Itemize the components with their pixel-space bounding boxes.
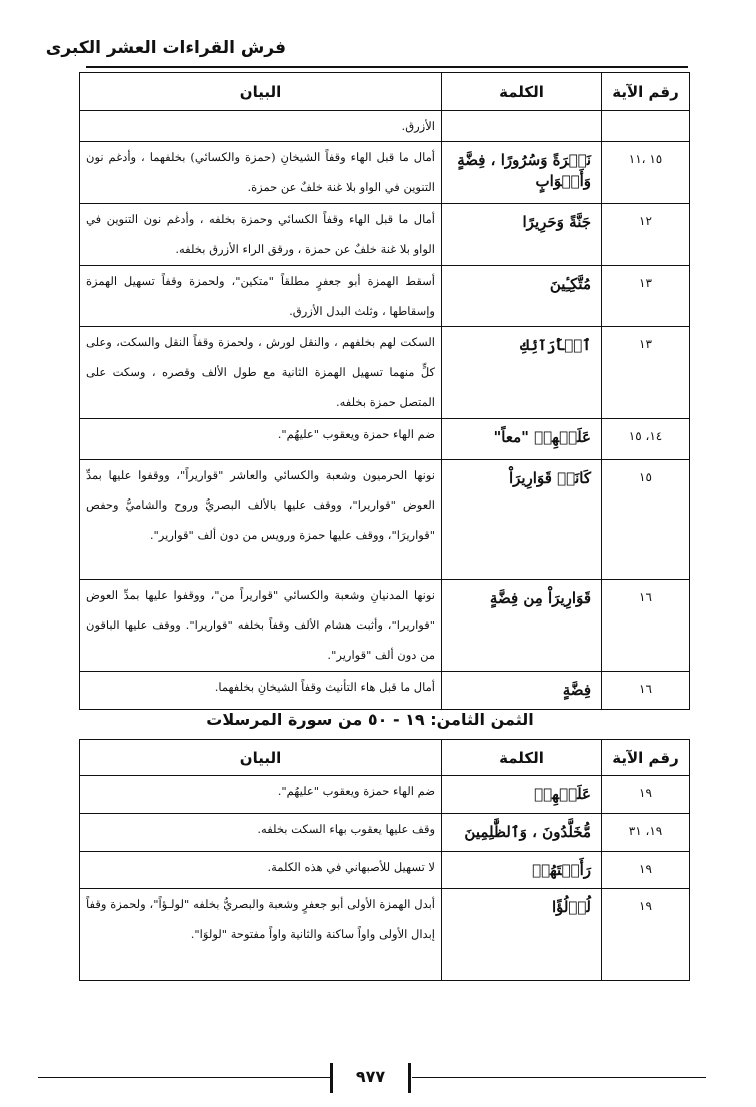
table-row	[80, 204, 690, 266]
verse-number	[602, 111, 690, 142]
explanation-text: أمال ما قبل الهاء وقفاً الكسائي وحمزة بخلفه ، وأدغم نون التنوين في الواو بلا غنة خلفٌ عن حمزة ، ورقق الراء الأزرق بخلفه.	[80, 204, 442, 266]
header-word: الكلمة	[442, 73, 602, 111]
book-title: فرش القراءات العشر الكبرى	[45, 38, 286, 58]
table-row	[80, 852, 690, 889]
table-row	[80, 460, 690, 580]
explanation-text: الأزرق.	[80, 111, 442, 142]
header-explanation: البيان	[80, 740, 442, 776]
quran-word: ٱلۡأَرَآئِكِ	[442, 327, 602, 419]
quran-word: مُتَّكِـِٔينَ	[442, 266, 602, 327]
footer-bar-right	[408, 1063, 411, 1093]
header-word: الكلمة	[442, 740, 602, 776]
quran-word: نَضۡرَةً وَسُرُورًا ، فِضَّةٍ وَأَكۡوَابٍ	[442, 142, 602, 204]
footer-rule-left	[38, 1077, 330, 1078]
verse-number: ١٩	[602, 852, 690, 889]
table-row	[80, 327, 690, 419]
explanation-text: أسقط الهمزة أبو جعفرٍ مطلقاً "متكين"، ولحمزة وقفاً تسهيل الهمزة وإسقاطها ، وثلث البدل الأزرق.	[80, 266, 442, 327]
recitation-table-1	[79, 72, 690, 710]
header-explanation: البيان	[80, 73, 442, 111]
header-verse-no: رقم الآية	[602, 73, 690, 111]
quran-word: مُّخَلَّدُونَ ، وَٱلظَّٰلِمِينَ	[442, 814, 602, 852]
quran-word: قَوَارِيرَاْ مِن فِضَّةٍ	[442, 580, 602, 672]
page-number: ٩٧٧	[355, 1067, 386, 1086]
table-row	[80, 142, 690, 204]
verse-number: ١٣	[602, 327, 690, 419]
verse-number: ١٤، ١٥	[602, 419, 690, 460]
explanation-text: أمال ما قبل هاء التأنيث وقفاً الشيخانِ بخلفهما.	[80, 672, 442, 710]
verse-number: ١٥	[602, 460, 690, 580]
explanation-text: ضم الهاء حمزة ويعقوب "عليهُم".	[80, 776, 442, 814]
verse-number: ١٦	[602, 672, 690, 710]
table-row	[80, 266, 690, 327]
explanation-text: وقف عليها يعقوب بهاء السكت بخلفه.	[80, 814, 442, 852]
verse-number: ١٩	[602, 889, 690, 981]
footer-rule-right	[412, 1077, 706, 1078]
table-row	[80, 889, 690, 981]
table-row	[80, 672, 690, 710]
quran-word: رَأَيۡتَهُمۡ	[442, 852, 602, 889]
table-row	[80, 814, 690, 852]
verse-number: ١٦	[602, 580, 690, 672]
explanation-text: أبدل الهمزة الأولى أبو جعفرٍ وشعبة والبصريُّ بخلفه "لولـؤاً"، ولحمزة وقفاً إبدال الأولى واواً ساكنة والثانية واواً مفتوحة "لولوَا".	[80, 889, 442, 981]
explanation-text: نونها الحرميون وشعبة والكسائي والعاشر "قواريراً"، ووقفوا عليها بمدِّ العوض "قواريرا"، ووقف عليها بالألف البصريُّ وروح والشاميُّ وحفص "قواريرَا"، ووقف عليها حمزة ورويس من دون ألف "قوارير".	[80, 460, 442, 580]
table-row	[80, 580, 690, 672]
table-row	[80, 111, 690, 142]
quran-word: جَنَّةً وَحَرِيرًا	[442, 204, 602, 266]
quran-word: عَلَيۡهِمۡ "معاً"	[442, 419, 602, 460]
explanation-text: لا تسهيل للأصبهاني في هذه الكلمة.	[80, 852, 442, 889]
explanation-text: السكت لهم بخلفهم ، والنقل لورش ، ولحمزة وقفاً النقل والسكت، وعلى كلٍّ منهما تسهيل الهمزة الثانية مع طول الألف وقصره ، وسكت على المتصل حمزة بخلفه.	[80, 327, 442, 419]
header-verse-no: رقم الآية	[602, 740, 690, 776]
quran-word	[442, 111, 602, 142]
verse-number: ١٣	[602, 266, 690, 327]
verse-number: ١٥ ،١١	[602, 142, 690, 204]
explanation-text: نونها المدنيانِ وشعبة والكسائي "قواريراً من"، ووقفوا عليها بمدِّ العوض "قواريرا"، وأثبت هشام الألف وقفاً بخلفه "قواريرا". ووقف عليها الباقون من دون ألف "قوارير".	[80, 580, 442, 672]
quran-word: فِضَّةٍ	[442, 672, 602, 710]
explanation-text: ضم الهاء حمزة ويعقوب "عليهُم".	[80, 419, 442, 460]
quran-word: كَانَتۡ قَوَارِيرَاْ	[442, 460, 602, 580]
header-rule	[86, 66, 688, 68]
table-row	[80, 776, 690, 814]
verse-number: ١٩، ٣١	[602, 814, 690, 852]
recitation-table-2	[79, 739, 690, 981]
verse-number: ١٢	[602, 204, 690, 266]
table-row	[80, 419, 690, 460]
verse-number: ١٩	[602, 776, 690, 814]
explanation-text: أمال ما قبل الهاء وقفاً الشيخانِ (حمزة والكسائي) بخلفهما ، وأدغم نون التنوين في الواو بلا غنة خلفٌ عن حمزة.	[80, 142, 442, 204]
quran-word: عَلَيۡهِمۡ	[442, 776, 602, 814]
quran-word: لُؤۡلُؤًا	[442, 889, 602, 981]
section-heading: الثمن الثامن: ١٩ - ٥٠ من سورة المرسلات	[206, 710, 534, 729]
